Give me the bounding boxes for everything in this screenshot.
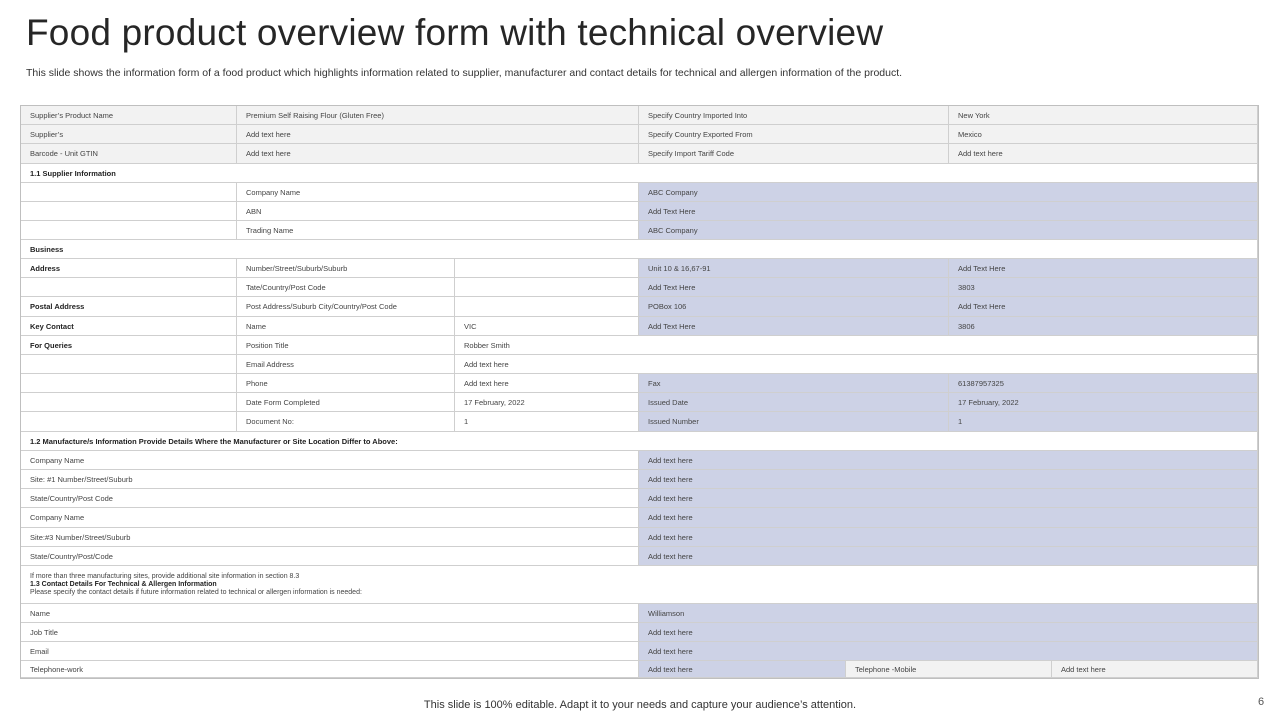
email-address-value: Add text here xyxy=(455,355,1258,374)
mfr-company-name-value: Add text here xyxy=(639,451,1258,470)
fax-value: 61387957325 xyxy=(949,374,1258,393)
suppliers-value: Add text here xyxy=(237,125,639,144)
trading-name-value: ABC Company xyxy=(639,221,1258,240)
section-manufacturer-information: 1.2 Manufacture/s Information Provide Details Where the Manufacturer or Site Location Differ to Above: xyxy=(21,432,1258,451)
country-imported-value: New York xyxy=(949,106,1258,125)
document-no-value: 1 xyxy=(455,412,639,432)
mfr-company-name-label: Company Name xyxy=(21,451,639,470)
email-label: Email xyxy=(21,642,639,661)
address-extra-value: Add Text Here xyxy=(949,259,1258,278)
telephone-work-label: Telephone-work xyxy=(21,661,639,678)
empty-cell xyxy=(21,374,237,393)
section-business: Business xyxy=(21,240,1258,259)
abn-label: ABN xyxy=(237,202,639,221)
postal-address-extra-value: Add Text Here xyxy=(949,297,1258,317)
country-exported-value: Mexico xyxy=(949,125,1258,144)
additional-sites-note: If more than three manufacturing sites, provide additional site information in section 8.3 xyxy=(30,572,300,580)
empty-cell xyxy=(455,259,639,278)
section-supplier-information: 1.1 Supplier Information xyxy=(21,164,1258,183)
suppliers-label: Supplier’s xyxy=(21,125,237,144)
position-title-label: Position Title xyxy=(237,336,455,355)
footer-caption: This slide is 100% editable. Adapt it to your needs and capture your audience’s attention. xyxy=(423,699,857,711)
position-title-value: Robber Smith xyxy=(455,336,1258,355)
site3-state-label: State/Country/Post/Code xyxy=(21,547,639,566)
import-tariff-label: Specify Import Tariff Code xyxy=(639,144,949,164)
empty-cell xyxy=(21,278,237,297)
issued-date-value: 17 February, 2022 xyxy=(949,393,1258,412)
contact-details-instructions: Please specify the contact details if future information related to technical or allergen information is needed: xyxy=(30,588,362,596)
address-state-value: Add Text Here xyxy=(639,278,949,297)
site3-state-value: Add text here xyxy=(639,547,1258,566)
email-address-label: Email Address xyxy=(237,355,455,374)
job-title-value: Add text here xyxy=(639,623,1258,642)
empty-cell xyxy=(21,221,237,240)
site1-state-label: State/Country/Post Code xyxy=(21,489,639,508)
empty-cell xyxy=(21,183,237,202)
abn-value: Add Text Here xyxy=(639,202,1258,221)
mfr2-company-name-value: Add text here xyxy=(639,508,1258,528)
supplier-product-name-label: Supplier’s Product Name xyxy=(21,106,237,125)
contact-name-label: Name xyxy=(237,317,455,336)
contact-name-value: VIC xyxy=(455,317,639,336)
empty-cell xyxy=(21,202,237,221)
issued-number-label: Issued Number xyxy=(639,412,949,432)
trading-name-label: Trading Name xyxy=(237,221,639,240)
site1-street-label: Site: #1 Number/Street/Suburb xyxy=(21,470,639,489)
mfr2-company-name-label: Company Name xyxy=(21,508,639,528)
date-completed-value: 17 February, 2022 xyxy=(455,393,639,412)
slide-title: Food product overview form with technical overview xyxy=(26,12,884,53)
issued-date-label: Issued Date xyxy=(639,393,949,412)
key-contact-label: Key Contact xyxy=(21,317,237,336)
address-street-value: Unit 10 & 16,67-91 xyxy=(639,259,949,278)
telephone-mobile-value: Add text here xyxy=(1052,661,1258,678)
empty-cell xyxy=(455,278,639,297)
issued-number-value: 1 xyxy=(949,412,1258,432)
job-title-label: Job Title xyxy=(21,623,639,642)
country-exported-label: Specify Country Exported From xyxy=(639,125,949,144)
product-form-table xyxy=(20,105,1259,679)
contact-details-heading: 1.3 Contact Details For Technical & Allergen Information xyxy=(30,580,217,588)
company-name-value: ABC Company xyxy=(639,183,1258,202)
section-contact-details xyxy=(21,566,1258,604)
contact-code-value: 3806 xyxy=(949,317,1258,336)
tech-name-label: Name xyxy=(21,604,639,623)
postal-address-label: Postal Address xyxy=(21,297,237,317)
site3-street-value: Add text here xyxy=(639,528,1258,547)
company-name-label: Company Name xyxy=(237,183,639,202)
import-tariff-value: Add text here xyxy=(949,144,1258,164)
site1-state-value: Add text here xyxy=(639,489,1258,508)
empty-cell xyxy=(21,393,237,412)
supplier-product-name-value: Premium Self Raising Flour (Gluten Free) xyxy=(237,106,639,125)
address-street-label: Number/Street/Suburb/Suburb xyxy=(237,259,455,278)
barcode-value: Add text here xyxy=(237,144,639,164)
empty-cell xyxy=(455,297,639,317)
page-number: 6 xyxy=(1258,696,1265,708)
address-postcode-value: 3803 xyxy=(949,278,1258,297)
phone-value: Add text here xyxy=(455,374,639,393)
site1-street-value: Add text here xyxy=(639,470,1258,489)
address-state-label: Tate/Country/Post Code xyxy=(237,278,455,297)
fax-label: Fax xyxy=(639,374,949,393)
phone-label: Phone xyxy=(237,374,455,393)
document-no-label: Document No: xyxy=(237,412,455,432)
email-value: Add text here xyxy=(639,642,1258,661)
slide-subtitle: This slide shows the information form of a food product which highlights information related to supplier, manufacturer and contact details for technical and allergen information of the product. xyxy=(26,67,903,79)
country-imported-label: Specify Country Imported Into xyxy=(639,106,949,125)
site3-street-label: Site:#3 Number/Street/Suburb xyxy=(21,528,639,547)
barcode-label: Barcode - Unit GTIN xyxy=(21,144,237,164)
postal-address-value: POBox 106 xyxy=(639,297,949,317)
telephone-work-value: Add text here xyxy=(639,661,846,678)
date-completed-label: Date Form Completed xyxy=(237,393,455,412)
empty-cell xyxy=(21,355,237,374)
address-label: Address xyxy=(21,259,237,278)
postal-address-fields-label: Post Address/Suburb City/Country/Post Code xyxy=(237,297,455,317)
tech-name-value: Williamson xyxy=(639,604,1258,623)
empty-cell xyxy=(21,412,237,432)
for-queries-label: For Queries xyxy=(21,336,237,355)
contact-extra-value: Add Text Here xyxy=(639,317,949,336)
telephone-mobile-label: Telephone -Mobile xyxy=(846,661,1052,678)
